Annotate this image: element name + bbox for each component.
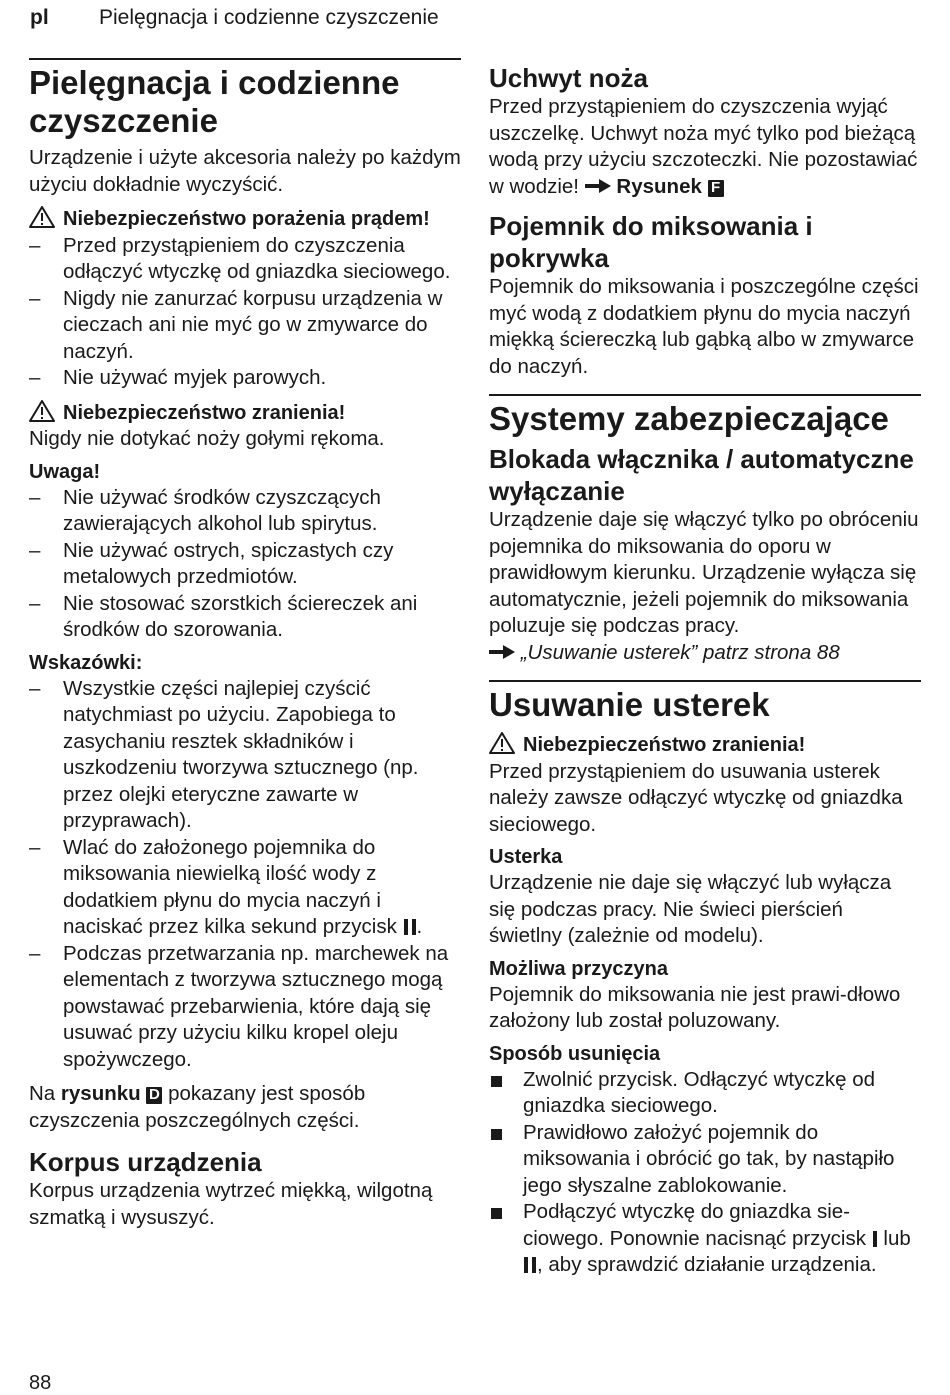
language-code: pl bbox=[30, 6, 49, 29]
left-column bbox=[29, 58, 461, 1231]
figure-f-badge: F bbox=[708, 180, 724, 197]
warning-triangle-icon bbox=[489, 732, 515, 754]
remedy3-or: lub bbox=[883, 1226, 911, 1250]
list-item bbox=[489, 1199, 921, 1279]
remedy3-text: Podłączyć wtyczkę do gniazdka sie-ciowego. Ponownie nacisnąć przycisk bbox=[523, 1200, 866, 1250]
note-title: Uwaga! bbox=[29, 460, 101, 483]
section-title-troubleshooting: Usuwanie usterek bbox=[489, 680, 921, 724]
subsection-title-knife-holder: Uchwyt noża bbox=[489, 63, 648, 93]
running-title: Pielęgnacja i codzienne czyszczenie bbox=[99, 6, 439, 29]
list-item: – Nie używać środków czyszczących zawierających alkohol lub spirytus. bbox=[29, 485, 461, 538]
cause-text: Pojemnik do miksowania nie jest prawi-dłowo założony lub został poluzowany. bbox=[489, 982, 901, 1032]
subsection-title-lock: Blokada włącznika / automatyczne wyłączanie bbox=[489, 444, 914, 506]
remedy-list bbox=[489, 1067, 921, 1279]
lock-reference-text: „Usuwanie usterek” patrz strona 88 bbox=[520, 640, 840, 664]
tip2-text: Wlać do założonego pojemnika do miksowania niewielką ilość wody z dodatkiem płynu do mycia naczyń i naciskać przez kilka sekund przycisk bbox=[63, 835, 397, 938]
list-item: Zwolnić przycisk. Odłączyć wtyczkę od gniazdka sieciowego. bbox=[489, 1067, 921, 1120]
tips-title: Wskazówki: bbox=[29, 651, 143, 674]
list-item: – Nigdy nie zanurzać korpusu urządzenia w cieczach ani nie myć go w zmywarce do naczyń. bbox=[29, 286, 461, 366]
pulse-button-icon bbox=[523, 1256, 537, 1274]
warning-electric bbox=[29, 206, 461, 233]
list-item: – Przed przystąpieniem do czyszczenia odłączyć wtyczkę od gniazdka sieciowego. bbox=[29, 233, 461, 286]
pulse-button-icon bbox=[403, 918, 417, 936]
cause-title: Możliwa przyczyna bbox=[489, 957, 668, 980]
figure-reference-text bbox=[29, 1081, 461, 1134]
warning-injury-troubleshoot bbox=[489, 732, 921, 759]
list-item: – Nie używać myjek parowych. bbox=[29, 365, 461, 392]
arrow-right-icon bbox=[489, 645, 515, 659]
knife-holder-body: Przed przystąpieniem do czyszczenia wyjąć uszczelkę. Uchwyt noża myć tylko pod bieżącą wodą przy użyciu szczoteczki. Nie pozostawiać w wodzie! bbox=[489, 95, 918, 198]
arrow-right-icon bbox=[585, 179, 611, 193]
warning-electric-label: Niebezpieczeństwo porażenia prądem! bbox=[63, 208, 430, 230]
fault-title: Usterka bbox=[489, 846, 563, 868]
bowl-text: Pojemnik do miksowania i poszczególne części myć wodą z dodatkiem płynu do mycia naczyń miękką ściereczką lub gąbką albo w zmywarce do naczyń. bbox=[489, 275, 919, 378]
figure-ref-word: rysunku bbox=[60, 1082, 141, 1105]
figure-ref-suffix: pokazany jest sposób czyszczenia poszczególnych części. bbox=[29, 1082, 366, 1132]
list-item bbox=[29, 835, 461, 941]
warning-injury-label: Niebezpieczeństwo zranienia! bbox=[523, 734, 806, 756]
subsection-title-body: Korpus urządzenia bbox=[29, 1147, 262, 1177]
section-title-care: Pielęgnacja i codzienne czyszczenie bbox=[29, 64, 400, 139]
body-cleaning-text: Korpus urządzenia wytrzeć miękką, wilgotną szmatką i wysuszyć. bbox=[29, 1179, 433, 1229]
troubleshoot-warning-text: Przed przystąpieniem do usuwania usterek należy zawsze odłączyć wtyczkę od gniazdka sieciowego. bbox=[489, 759, 903, 836]
list-item: – Wszystkie części najlepiej czyścić natychmiast po użyciu. Zapobiega to zasychaniu resztek składników i uszkodzeniu tworzywa sztucznego (np. przez olejki eteryczne zawarte w przyprawach). bbox=[29, 676, 461, 835]
warning-triangle-icon bbox=[29, 400, 55, 422]
intro-text: Urządzenie i użyte akcesoria należy po każdym użyciu dokładnie wyczyścić. bbox=[29, 146, 461, 196]
subsection-title-bowl: Pojemnik do miksowania i pokrywka bbox=[489, 211, 813, 273]
page-number: 88 bbox=[29, 1372, 52, 1394]
tip2-end: . bbox=[416, 915, 423, 938]
figure-ref-word: Rysunek bbox=[616, 174, 702, 198]
figure-ref-prefix: Na bbox=[29, 1082, 56, 1105]
warning-injury-label: Niebezpieczeństwo zranienia! bbox=[63, 401, 346, 424]
on-button-icon bbox=[872, 1230, 878, 1248]
warning-injury-text: Nigdy nie dotykać noży gołymi rękoma. bbox=[29, 427, 385, 450]
warning-electric-list bbox=[29, 233, 461, 392]
page-header bbox=[30, 6, 439, 30]
list-item: Prawidłowo założyć pojemnik do miksowania i obrócić go tak, by nastąpiło jego słyszalne zablokowanie. bbox=[489, 1120, 921, 1200]
list-item: – Nie stosować szorstkich ściereczek ani środków do szorowania. bbox=[29, 591, 461, 644]
lock-text: Urządzenie daje się włączyć tylko po obróceniu pojemnika do miksowania do oporu w prawidłowym kierunku. Urządzenie wyłącza się automatycznie, jeżeli pojemnik do miksowania poluzuje się podczas pracy. bbox=[489, 508, 919, 637]
tips-list bbox=[29, 676, 461, 1074]
remedy-title: Sposób usunięcia bbox=[489, 1042, 661, 1065]
figure-d-badge: D bbox=[146, 1087, 162, 1104]
knife-holder-text bbox=[489, 94, 921, 200]
list-item: – Podczas przetwarzania np. marchewek na elementach z tworzywa sztucznego mogą powstawać przebarwienia, które dają się usuwać przy użyciu kilku kropel oleju spożywczego. bbox=[29, 941, 461, 1074]
right-column bbox=[489, 62, 921, 1279]
section-title-safety: Systemy zabezpieczające bbox=[489, 394, 921, 438]
warning-triangle-icon bbox=[29, 206, 55, 228]
warning-injury bbox=[29, 400, 461, 427]
remedy3-end: , aby sprawdzić działanie urządzenia. bbox=[537, 1253, 877, 1276]
note-list bbox=[29, 485, 461, 644]
list-item: – Nie używać ostrych, spiczastych czy metalowych przedmiotów. bbox=[29, 538, 461, 591]
lock-reference bbox=[489, 640, 921, 667]
fault-text: Urządzenie nie daje się włączyć lub wyłącza się podczas pracy. Nie świeci pierścień świetlny (zależnie od modelu). bbox=[489, 871, 892, 947]
